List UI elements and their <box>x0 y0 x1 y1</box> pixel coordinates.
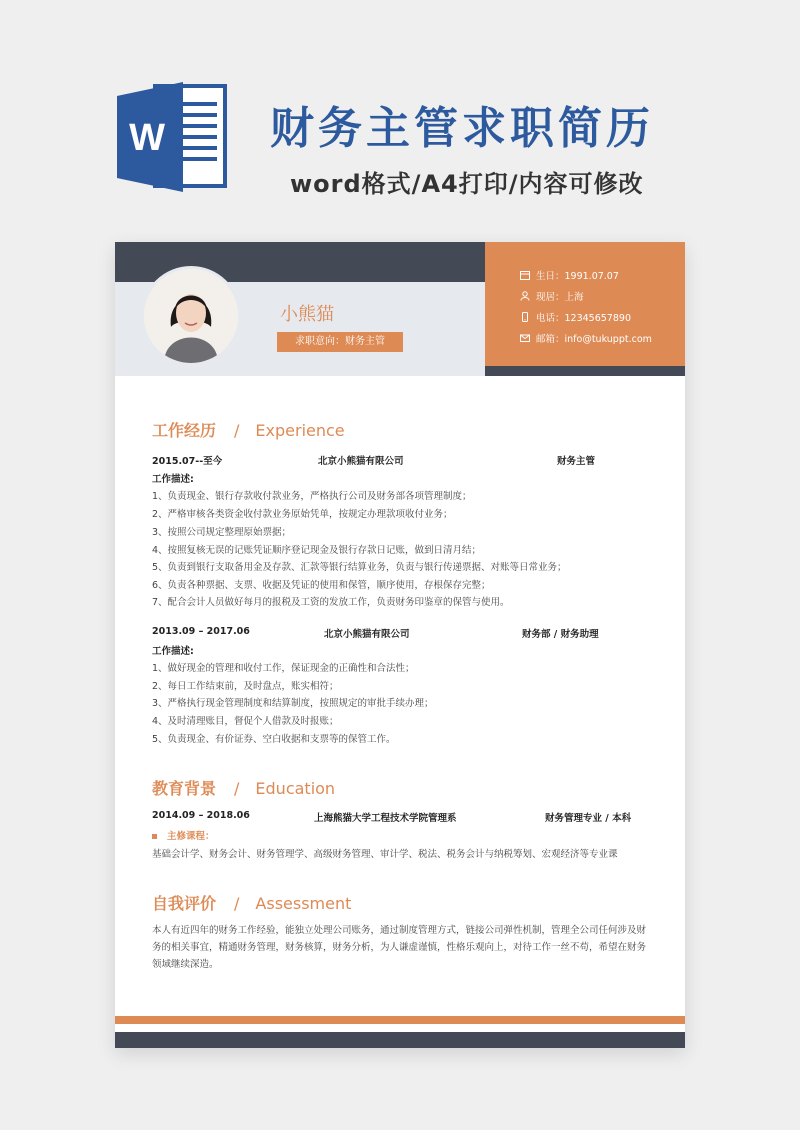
section-title-cn: 工作经历 <box>152 421 217 440</box>
job-company: 北京小熊猫有限公司 <box>324 629 410 640</box>
assessment-text: 本人有近四年的财务工作经验，能独立处理公司账务，通过制度管理方式，链接公司弹性机制，管理全公司任何涉及财务的相关事宜，精通财务管理，财务核算，财务分析，为人谦虚谨慎，性格乐观向上，对待工作一丝不苟，希望在财务领域继续深造。 <box>152 925 647 970</box>
job-intent-badge: 求职意向：财务主管 <box>277 332 403 352</box>
duty-item: 4、按照复核无误的记账凭证顺序登记现金及银行存款日记账，做到日清月结； <box>152 545 482 556</box>
course-label <box>152 828 215 842</box>
section-title-assessment <box>152 891 351 914</box>
section-title-education <box>152 776 335 799</box>
mail-icon <box>520 333 530 343</box>
phone-row <box>520 310 631 324</box>
job-position: 财务主管 <box>557 456 596 467</box>
section-title-cn: 自我评价 <box>152 894 217 913</box>
phone-icon <box>520 312 530 322</box>
section-title-experience <box>152 418 345 441</box>
job-desc-label: 工作描述: <box>152 474 194 485</box>
word-document-icon <box>117 82 227 192</box>
email-text: 邮箱：info@tukuppt.com <box>536 334 652 345</box>
page-title: 财务主管求职简历 <box>270 103 654 154</box>
footer-dark-bar <box>115 1032 685 1048</box>
birth-text: 生日：1991.07.07 <box>536 271 619 282</box>
duty-item: 5、负责到银行支取备用金及存款、汇款等银行结算业务，负责与银行传递票据、对账等日常业务； <box>152 562 567 573</box>
phone-text: 电话：12345657890 <box>536 313 631 324</box>
resume-document <box>115 242 685 1048</box>
section-title-en: Education <box>255 779 336 798</box>
job-desc-label: 工作描述: <box>152 646 194 657</box>
duty-item: 6、负责各种票据、支票、收据及凭证的使用和保管，顺序使用，存根保存完整； <box>152 580 491 591</box>
word-icon-letter: W <box>129 117 165 159</box>
job-position: 财务部 / 财务助理 <box>522 629 599 640</box>
section-slash: / <box>234 894 240 913</box>
job-period: 2013.09 – 2017.06 <box>152 626 250 637</box>
avatar <box>141 266 241 366</box>
section-title-cn: 教育背景 <box>152 779 217 798</box>
job-company: 北京小熊猫有限公司 <box>318 456 404 467</box>
residence-text: 现居：上海 <box>536 292 584 303</box>
course-list: 基础会计学、财务会计、财务管理学、高级财务管理、审计学、税法、税务会计与纳税筹划、宏观经济等专业课 <box>152 849 618 860</box>
calendar-icon <box>520 270 530 280</box>
residence-row <box>520 289 584 303</box>
duty-item: 2、每日工作结束前，及时盘点，账实相符； <box>152 681 339 692</box>
contact-panel-strip <box>485 366 685 376</box>
section-slash: / <box>234 779 240 798</box>
duty-item: 2、严格审核各类资金收付款业务原始凭单，按规定办理款项收付业务； <box>152 509 453 520</box>
duty-item: 5、负责现金、有价证券、空白收据和支票等的保管工作。 <box>152 734 396 745</box>
section-title-en: Assessment <box>255 894 352 913</box>
contact-panel <box>485 242 685 366</box>
person-icon <box>520 291 530 301</box>
education-school: 上海熊猫大学工程技术学院管理系 <box>314 813 457 824</box>
candidate-name: 小熊猫 <box>280 304 334 325</box>
duty-item: 1、做好现金的管理和收付工作，保证现金的正确性和合法性； <box>152 663 415 674</box>
section-title-en: Experience <box>255 421 345 440</box>
birth-row <box>520 268 619 282</box>
footer-orange-bar <box>115 1016 685 1024</box>
duty-item: 3、严格执行现金管理制度和结算制度，按照规定的审批手续办理； <box>152 698 434 709</box>
bullet-square-icon <box>152 834 157 839</box>
duty-item: 7、配合会计人员做好每月的报税及工资的发放工作，负责财务印鉴章的保管与使用。 <box>152 597 510 608</box>
duty-item: 1、负责现金、银行存款收付款业务，严格执行公司及财务部各项管理制度； <box>152 491 472 502</box>
duty-item: 3、按照公司规定整理原始票据； <box>152 527 292 538</box>
email-row <box>520 331 652 345</box>
education-major: 财务管理专业 / 本科 <box>545 813 632 824</box>
course-label-text: 主修课程： <box>167 831 215 842</box>
section-slash: / <box>234 421 240 440</box>
job-period: 2015.07--至今 <box>152 456 223 467</box>
page-subtitle: word格式/A4打印/内容可修改 <box>290 170 644 198</box>
duty-item: 4、及时清理账目，督促个人借款及时报账； <box>152 716 339 727</box>
education-period: 2014.09 – 2018.06 <box>152 810 250 821</box>
